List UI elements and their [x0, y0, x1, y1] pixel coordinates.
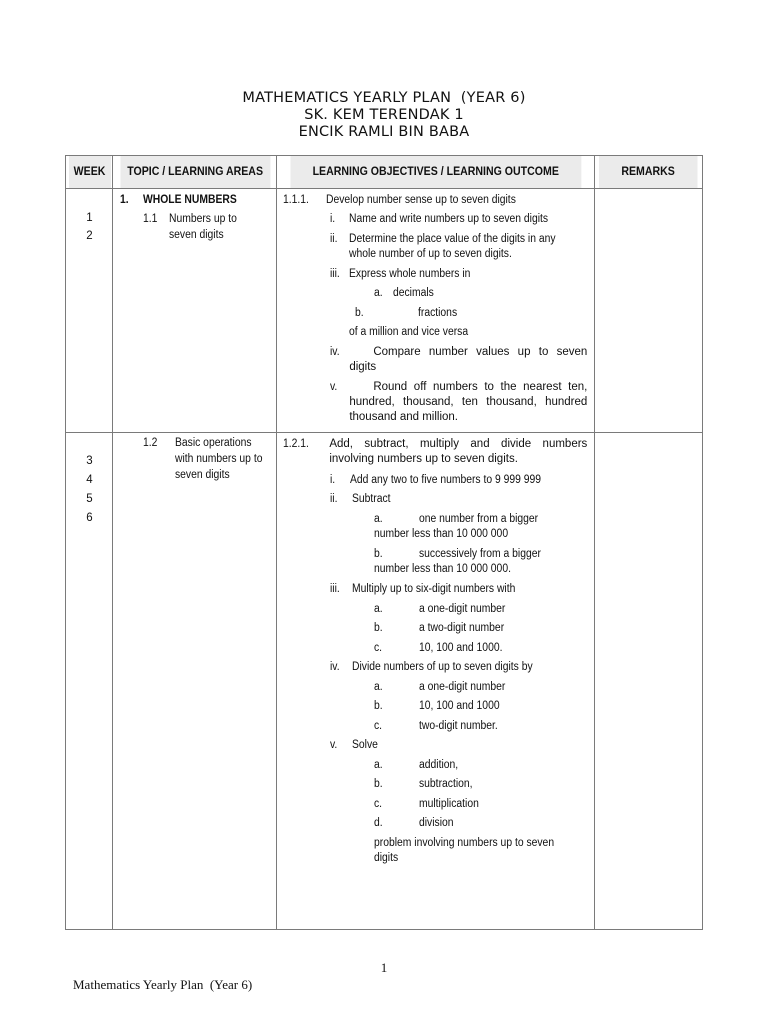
learning-objectives-cell: [277, 189, 594, 433]
subtopic-text: seven digits: [175, 469, 230, 481]
objective-number: 1.2.1.: [283, 438, 310, 450]
subitem-text: 10, 100 and 1000.: [419, 642, 503, 654]
table-row: [66, 433, 703, 930]
item-text: Name and write numbers up to seven digits: [349, 213, 549, 225]
subitem-text: problem involving numbers up to seven: [374, 837, 555, 849]
item-text: Add any two to five numbers to 9 999 999: [350, 474, 542, 486]
week-number: 6: [86, 512, 93, 524]
subtopic-number: 1.1: [143, 213, 158, 225]
title-line-3: ENCIK RAMLI BIN BABA: [298, 124, 470, 140]
subitem-marker: c.: [374, 798, 383, 810]
item-marker: v.: [330, 381, 338, 393]
item-text: Subtract: [352, 493, 391, 505]
subitem-text: a one-digit number: [419, 603, 506, 615]
subitem-text: 10, 100 and 1000: [419, 700, 500, 712]
week-cell: [66, 433, 113, 930]
subitem-text: decimals: [393, 287, 435, 299]
subitem-text: division: [419, 817, 454, 829]
table-row: [66, 189, 703, 433]
item-marker: iii.: [330, 583, 341, 595]
week-cell: [66, 189, 113, 433]
subtopic-text: with numbers up to: [175, 453, 263, 465]
remarks-cell: [594, 189, 702, 433]
item-text: of a million and vice versa: [349, 326, 469, 338]
item-text: Solve: [352, 739, 379, 751]
page-number: 1: [380, 960, 388, 975]
item-marker: ii.: [330, 493, 338, 505]
subitem-marker: c.: [374, 642, 383, 654]
subitem-text: number less than 10 000 000: [374, 528, 509, 540]
title-line-2: SK. KEM TERENDAK 1: [304, 107, 464, 123]
subtopic-number: 1.2: [143, 437, 158, 449]
item-text: Multiply up to six-digit numbers with: [352, 583, 516, 595]
subitem-marker: a.: [374, 681, 383, 693]
topic-cell: [113, 189, 277, 433]
column-header-remarks: REMARKS: [599, 156, 699, 189]
title-line-1: MATHEMATICS YEARLY PLAN (YEAR 6): [242, 90, 526, 106]
item-marker: i.: [330, 213, 336, 225]
item-marker: v.: [330, 739, 338, 751]
subitem-text: a one-digit number: [419, 681, 506, 693]
item-text: Determine the place value of the digits in any: [349, 233, 556, 245]
topic-title: WHOLE NUMBERS: [143, 194, 237, 206]
item-marker: i.: [330, 474, 336, 486]
subitem-text: one number from a bigger: [419, 513, 539, 525]
subitem-marker: b.: [374, 548, 383, 560]
subitem-text: number less than 10 000 000.: [374, 563, 512, 575]
subitem-text: successively from a bigger: [419, 548, 542, 560]
subitem-marker: a.: [374, 513, 383, 525]
item-text: Compare number values up to seven digits: [349, 346, 588, 373]
objective-number: 1.1.1.: [283, 194, 310, 206]
subitem-text: addition,: [419, 759, 459, 771]
item-text: Express whole numbers in: [349, 268, 471, 280]
item-marker: ii.: [330, 233, 338, 245]
topic-number: 1.: [120, 194, 129, 206]
page-title: [0, 90, 768, 141]
objective-text: Develop number sense up to seven digits: [326, 194, 517, 206]
item-text: whole number of up to seven digits.: [349, 248, 513, 260]
table-header-row: [66, 156, 703, 189]
week-number: 5: [86, 493, 93, 505]
subtopic-text: Basic operations: [175, 437, 252, 449]
subtopic-text: seven digits: [169, 229, 224, 241]
subitem-marker: a.: [374, 603, 383, 615]
week-number: 1: [86, 212, 93, 224]
column-header-learning-objectives: LEARNING OBJECTIVES / LEARNING OUTCOME: [290, 156, 582, 189]
subitem-text: digits: [374, 852, 399, 864]
subitem-text: two-digit number.: [419, 720, 499, 732]
item-marker: iv.: [330, 346, 340, 358]
subitem-marker: b.: [374, 700, 383, 712]
subitem-text: fractions: [418, 307, 458, 319]
subtopic-text: Numbers up to: [169, 213, 237, 225]
subitem-marker: b.: [374, 622, 383, 634]
topic-cell: [113, 433, 277, 930]
subitem-text: subtraction,: [419, 778, 473, 790]
item-text: Round off numbers to the nearest ten, hundred, thousand, ten thousand, hundred thousand and million.: [349, 381, 588, 423]
learning-objectives-cell: [277, 433, 594, 930]
week-number: 2: [86, 230, 93, 242]
objective-text: Add, subtract, multiply and divide numbers involving numbers up to seven digits.: [329, 438, 588, 465]
subitem-marker: d.: [374, 817, 383, 829]
week-number: 4: [86, 474, 93, 486]
subitem-marker: b.: [374, 778, 383, 790]
subitem-marker: c.: [374, 720, 383, 732]
yearly-plan-table: [65, 155, 703, 930]
remarks-cell: [594, 433, 702, 930]
subitem-marker: a.: [374, 287, 383, 299]
week-number: 3: [86, 455, 93, 467]
subitem-marker: a.: [374, 759, 383, 771]
column-header-week: WEEK: [67, 156, 110, 189]
item-marker: iii.: [330, 268, 341, 280]
subitem-text: a two-digit number: [419, 622, 505, 634]
subitem-text: multiplication: [419, 798, 480, 810]
item-text: Divide numbers of up to seven digits by: [352, 661, 533, 673]
footer-text: Mathematics Yearly Plan (Year 6): [73, 977, 253, 992]
column-header-topic: TOPIC / LEARNING AREAS: [119, 156, 270, 189]
subitem-marker: b.: [355, 307, 364, 319]
item-marker: iv.: [330, 661, 340, 673]
